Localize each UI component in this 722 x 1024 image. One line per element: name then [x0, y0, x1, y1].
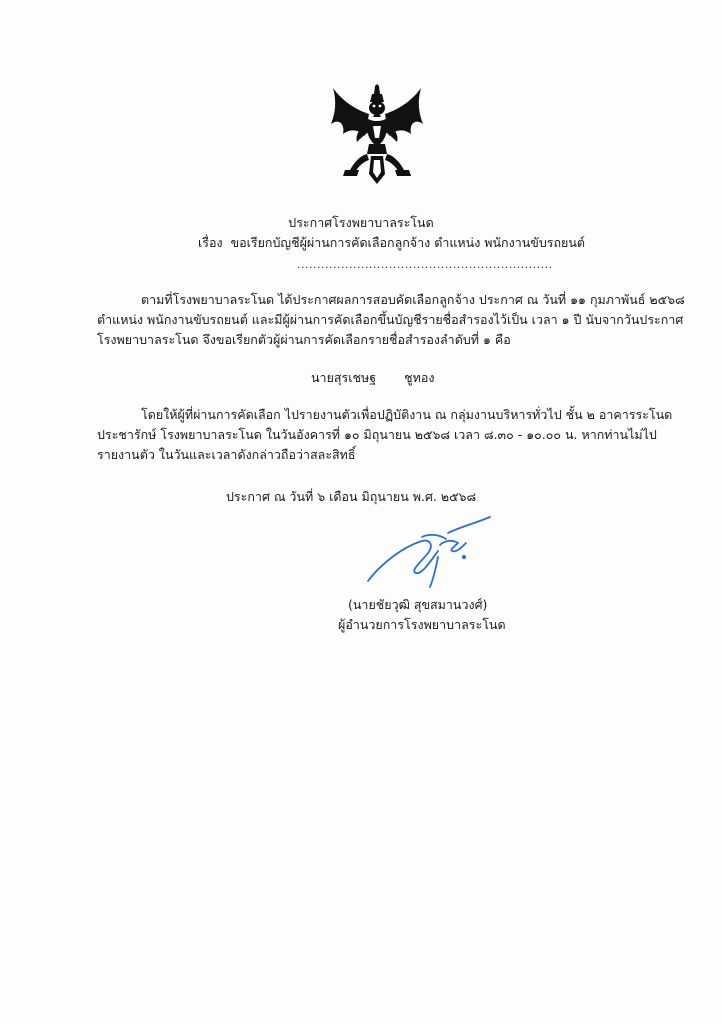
subject-text: ขอเรียกบัญชีผู้ผ่านการคัดเลือกลูกจ้าง ตำแหน่ง พนักงานขับรถยนต์	[230, 235, 586, 250]
paragraph2-line1: โดยให้ผู้ที่ผ่านการคัดเลือก ไปรายงานตัวเพื่อปฏิบัติงาน ณ กลุ่มงานบริหารทั่วไป ชั้น ๒ อาคารระโนด	[141, 407, 673, 422]
candidate-first-name: นายสุรเชษฐ	[311, 370, 377, 385]
announcement-title: ประกาศโรงพยาบาลระโนด	[288, 215, 434, 230]
candidate-last-name: ชูทอง	[404, 370, 435, 385]
signatory-position: ผู้อำนวยการโรงพยาบาลระโนด	[338, 617, 506, 632]
paragraph2-line3: รายงานตัว ในวันและเวลาดังกล่าวถือว่าสละสิทธิ์	[97, 447, 356, 462]
announcement-date: ประกาศ ณ วันที่ ๖ เดือน มิถุนายน พ.ศ. ๒๕๖๘	[226, 489, 477, 504]
header-divider: ................................................................	[297, 258, 553, 271]
candidate-name	[311, 370, 434, 386]
handwritten-signature	[360, 515, 500, 595]
paragraph1-line2: ตำแหน่ง พนักงานขับรถยนต์ และมีผู้ผ่านการคัดเลือกขึ้นบัญชีรายชื่อสำรองไว้เป็น เวลา ๑ ปี นับจากวันประกาศ	[97, 312, 684, 327]
garuda-emblem-icon	[329, 84, 425, 186]
signatory-name: (นายชัยวุฒิ สุขสมานวงศ์)	[348, 597, 488, 612]
subject-label: เรื่อง	[198, 235, 223, 250]
paragraph2-line2: ประชารักษ์ โรงพยาบาลระโนด ในวันอังคารที่ ๑๐ มิถุนายน ๒๕๖๘ เวลา ๘.๓๐ - ๑๐.๐๐ น. หากท่านไม่ไป	[97, 427, 657, 442]
paragraph1-line1: ตามที่โรงพยาบาลระโนด ได้ประกาศผลการสอบคัดเลือกลูกจ้าง ประกาศ ณ วันที่ ๑๑ กุมภาพันธ์ ๒๕๖๘	[141, 292, 685, 307]
paragraph1-line3: โรงพยาบาลระโนด จึงขอเรียกตัวผู้ผ่านการคัดเลือกรายชื่อสำรองลำดับที่ ๑ คือ	[97, 332, 511, 347]
subject-line	[198, 235, 585, 251]
